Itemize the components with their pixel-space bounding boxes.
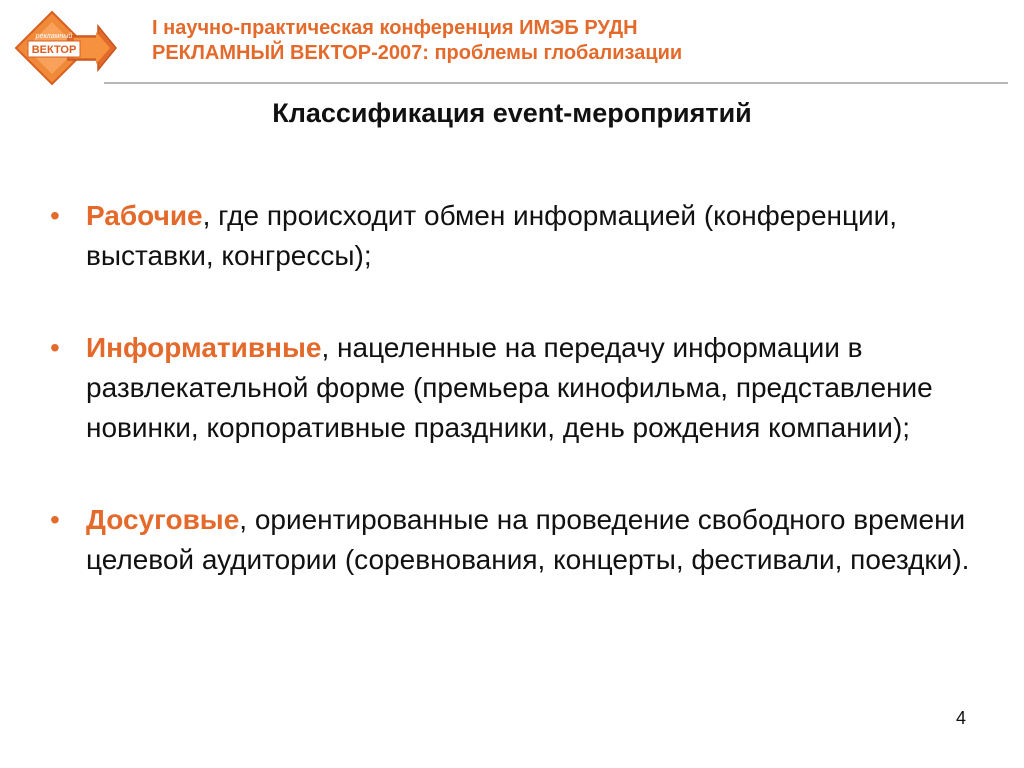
page-number: 4 [955, 708, 966, 728]
list-item-working [50, 196, 970, 276]
list-item-leisure [50, 500, 970, 580]
conference-title [152, 16, 682, 66]
term-informative: Информативные [86, 332, 322, 363]
list-item-informative [50, 328, 970, 448]
vector-logo-graphic [14, 8, 118, 88]
term-leisure: Досуговые [86, 504, 240, 535]
vector-logo [14, 8, 118, 88]
header-divider [104, 82, 1008, 84]
description-informative: , нацеленные на передачу информации в развлекательной форме (премьера кинофильма, представление новинки, корпоративные праздники, день рождения компании); [86, 332, 933, 443]
conference-title-line-2: РЕКЛАМНЫЙ ВЕКТОР-2007: проблемы глобализации [152, 42, 683, 64]
classification-list [50, 196, 970, 580]
term-working: Рабочие [86, 200, 203, 231]
conference-title-line-1: I научно-практическая конференция ИМЭБ РУДН [152, 17, 638, 39]
logo-wordmark: ВЕКТОР [31, 44, 77, 56]
bullet-icon: • [50, 332, 60, 363]
description-leisure: , ориентированные на проведение свободного времени целевой аудитории (соревнования, концерты, фестивали, поездки). [86, 504, 970, 575]
bullet-icon: • [50, 200, 60, 231]
description-working: , где происходит обмен информацией (конференции, выставки, конгрессы); [86, 200, 898, 271]
logo-caption: рекламный [35, 33, 73, 40]
slide-title: Классификация event-мероприятий [272, 98, 752, 128]
bullet-icon: • [50, 504, 60, 535]
